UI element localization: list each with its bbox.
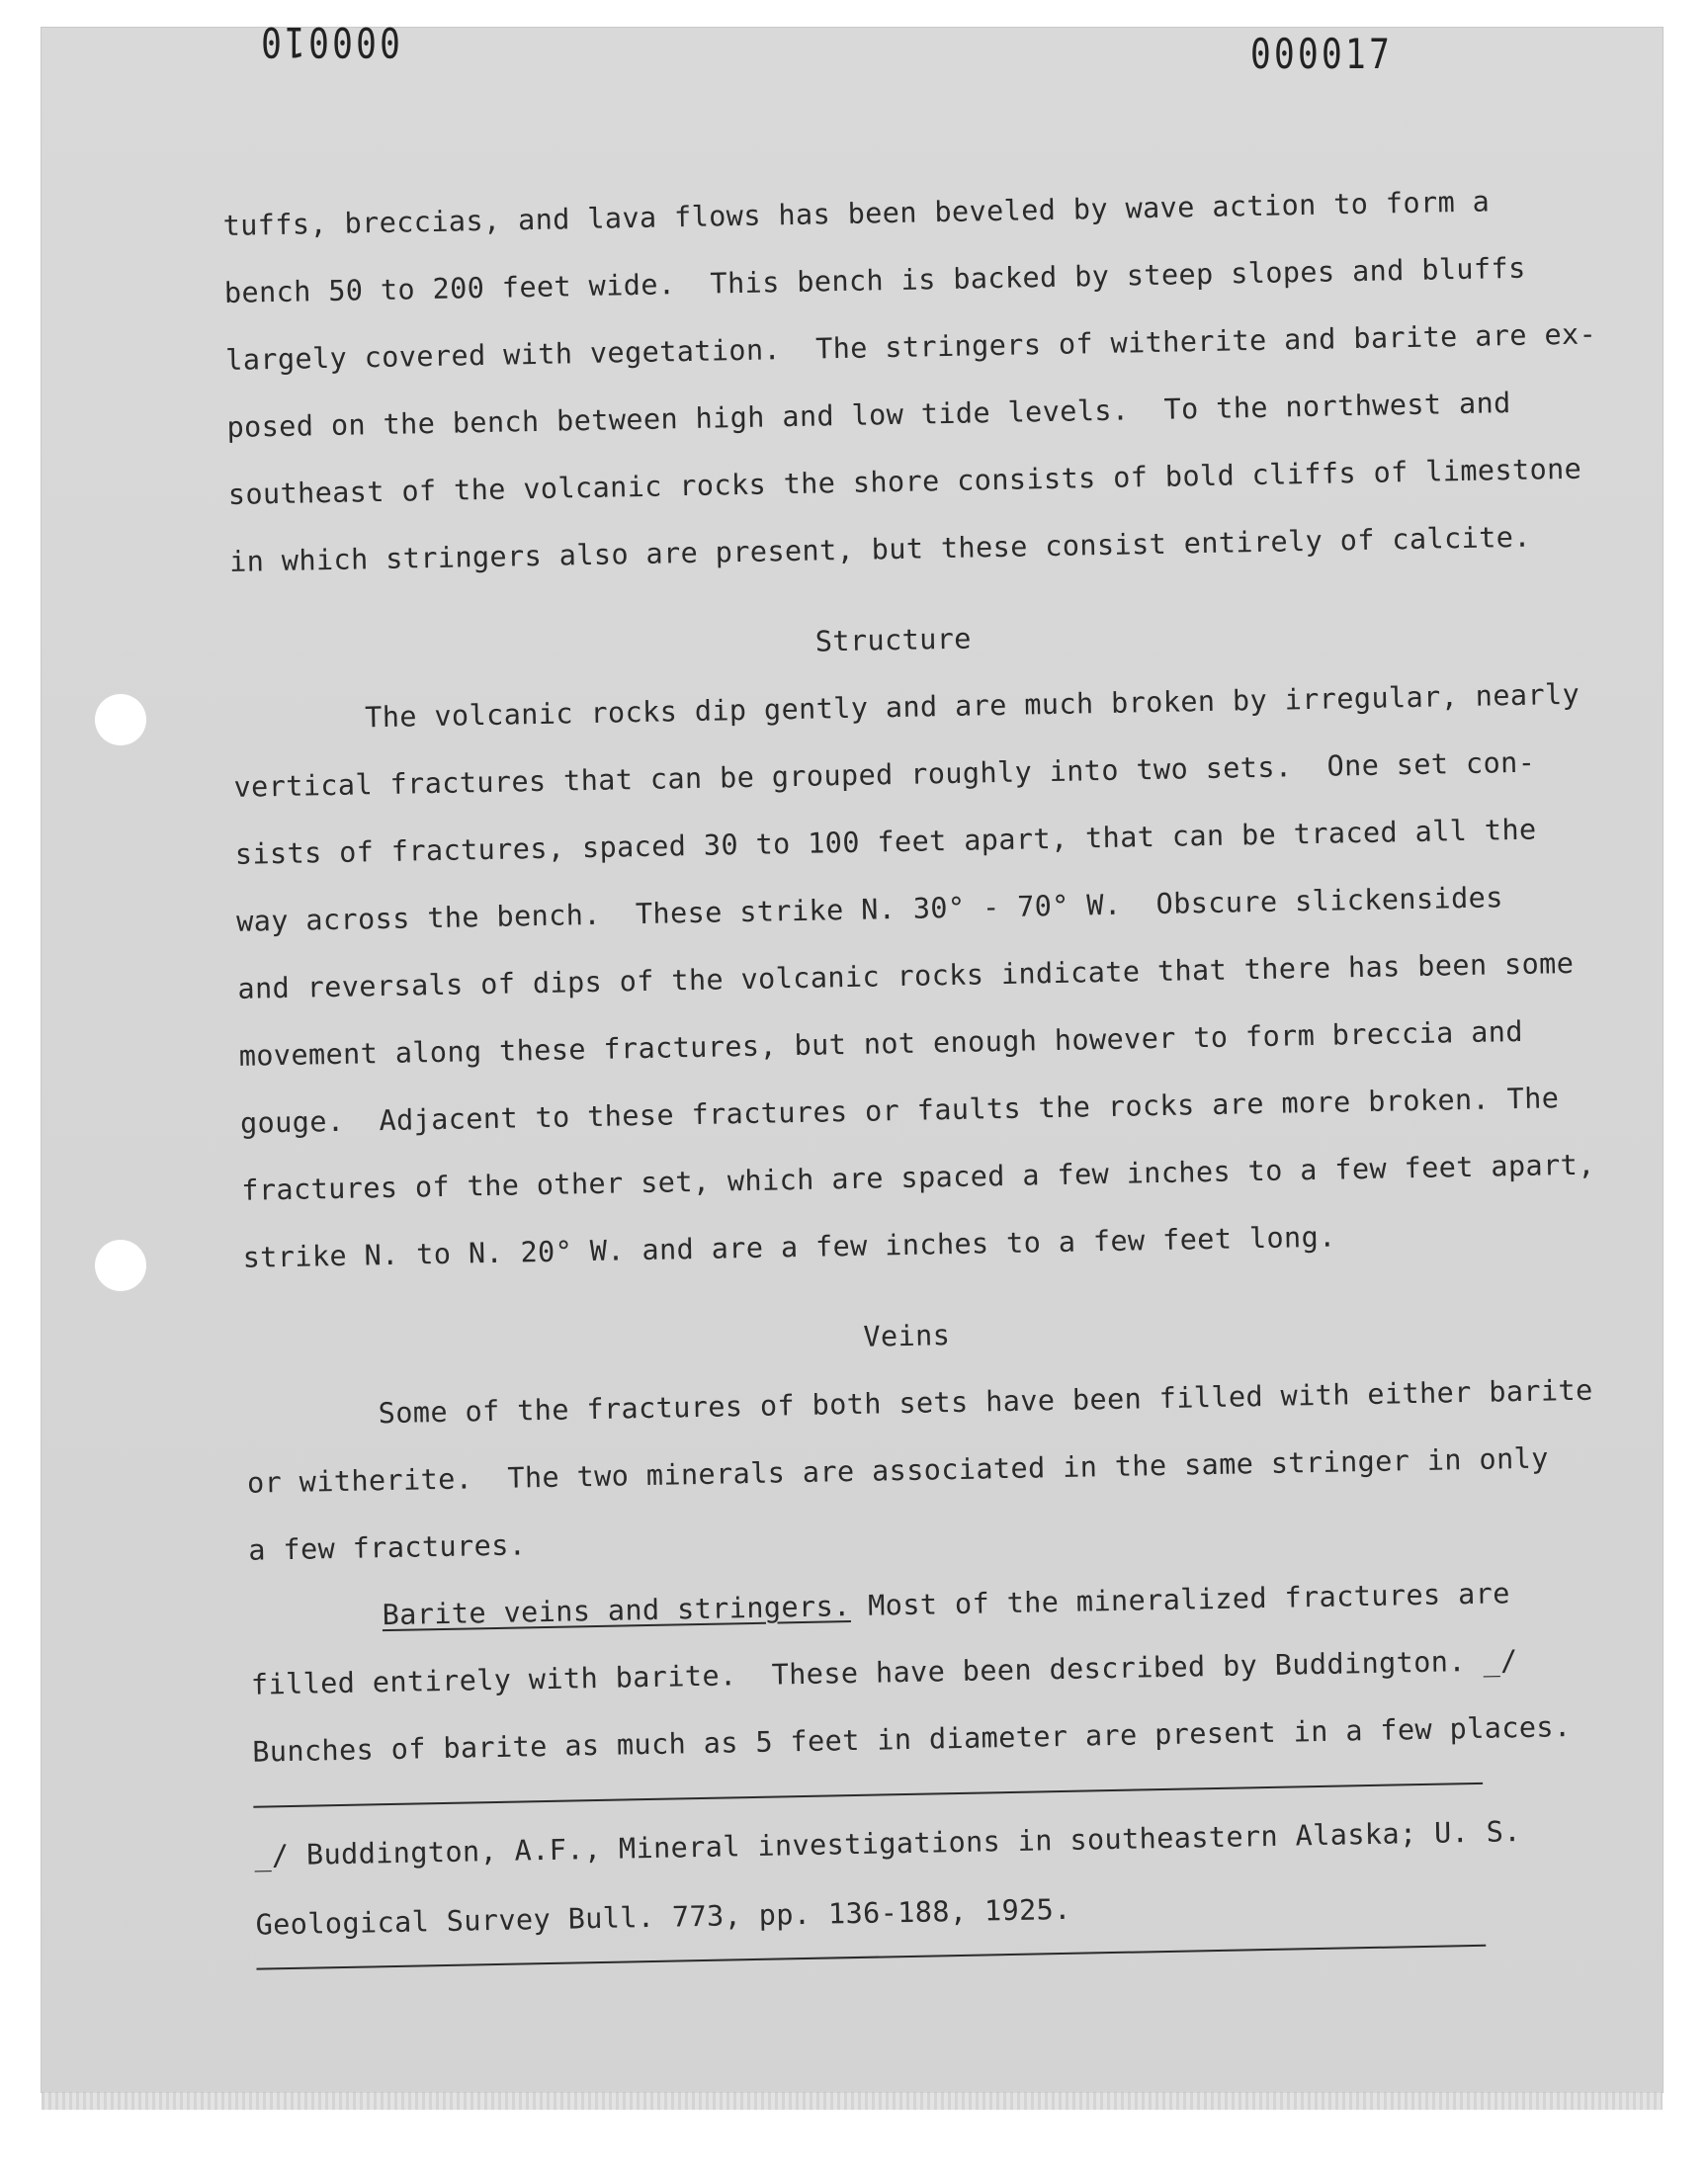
barite-subheading: Barite veins and stringers. [382, 1590, 851, 1632]
barite-paragraph [249, 1559, 1578, 1786]
page-number-left: 000010 [257, 18, 400, 66]
intro-paragraph [222, 167, 1597, 596]
text-line: largely covered with vegetation. The stringers of witherite and barite are ex- [224, 317, 1597, 377]
text-line: tuffs, breccias, and lava flows has been beveled by wave action to form a [222, 185, 1491, 242]
text-line: sists of fractures, spaced 30 to 100 feet apart, that can be traced all the [234, 813, 1537, 871]
text-line: southeast of the volcanic rocks the shore consists of bold cliffs of limestone [227, 452, 1582, 511]
page-number-right: 000017 [1250, 30, 1394, 78]
text-line: or witherite. The two minerals are associated in the same stringer in only [246, 1441, 1550, 1500]
footnote-line: _/ Buddington, A.F., Mineral investigations in southeastern Alaska; U. S. [253, 1815, 1522, 1872]
veins-heading: Veins [863, 1319, 951, 1353]
text-run: Most of the mineralized fractures are [850, 1577, 1511, 1623]
text-line: in which stringers also are present, but these consist entirely of calcite. [228, 520, 1532, 578]
document-text [222, 167, 1597, 1969]
text-line: movement along these fractures, but not enough however to form breccia and [238, 1014, 1524, 1073]
text-line: Bunches of barite as much as 5 feet in diameter are present in a few places. [251, 1710, 1572, 1769]
veins-paragraph [245, 1357, 1593, 1585]
text-line: fractures of the other set, which are spaced a few inches to a few feet apart, [241, 1148, 1596, 1207]
structure-heading: Structure [814, 622, 973, 658]
text-line: Some of the fractures of both sets have been filled with either barite [378, 1373, 1593, 1431]
footnote-line: Geological Survey Bull. 773, pp. 136-188, 1925. [255, 1892, 1072, 1942]
text-line: and reversals of dips of the volcanic rocks indicate that there has been some [237, 946, 1575, 1005]
text-line: vertical fractures that can be grouped roughly into two sets. One set con- [233, 745, 1536, 804]
text-line: strike N. to N. 20° W. and are a few inches to a few feet long. [242, 1220, 1336, 1274]
text-line: bench 50 to 200 feet wide. This bench is backed by steep slopes and bluffs [223, 251, 1526, 309]
text-line: way across the bench. These strike N. 30° - 70° W. Obscure slickensides [235, 881, 1504, 938]
punch-hole-upper [95, 694, 146, 745]
footnote [254, 1796, 1580, 1960]
text-line: a few fractures. [248, 1528, 527, 1567]
structure-paragraph [232, 661, 1596, 1292]
punch-hole-lower [95, 1240, 146, 1291]
text-line: gouge. Adjacent to these fractures or faults the rocks are more broken. The [239, 1082, 1560, 1140]
scan-edge [42, 2092, 1663, 2110]
text-line: posed on the bench between high and low tide levels. To the northwest and [226, 387, 1511, 444]
text-line: The volcanic rocks dip gently and are much broken by irregular, nearly [364, 677, 1580, 735]
text-line: filled entirely with barite. These have been described by Buddington. _/ [250, 1644, 1518, 1701]
